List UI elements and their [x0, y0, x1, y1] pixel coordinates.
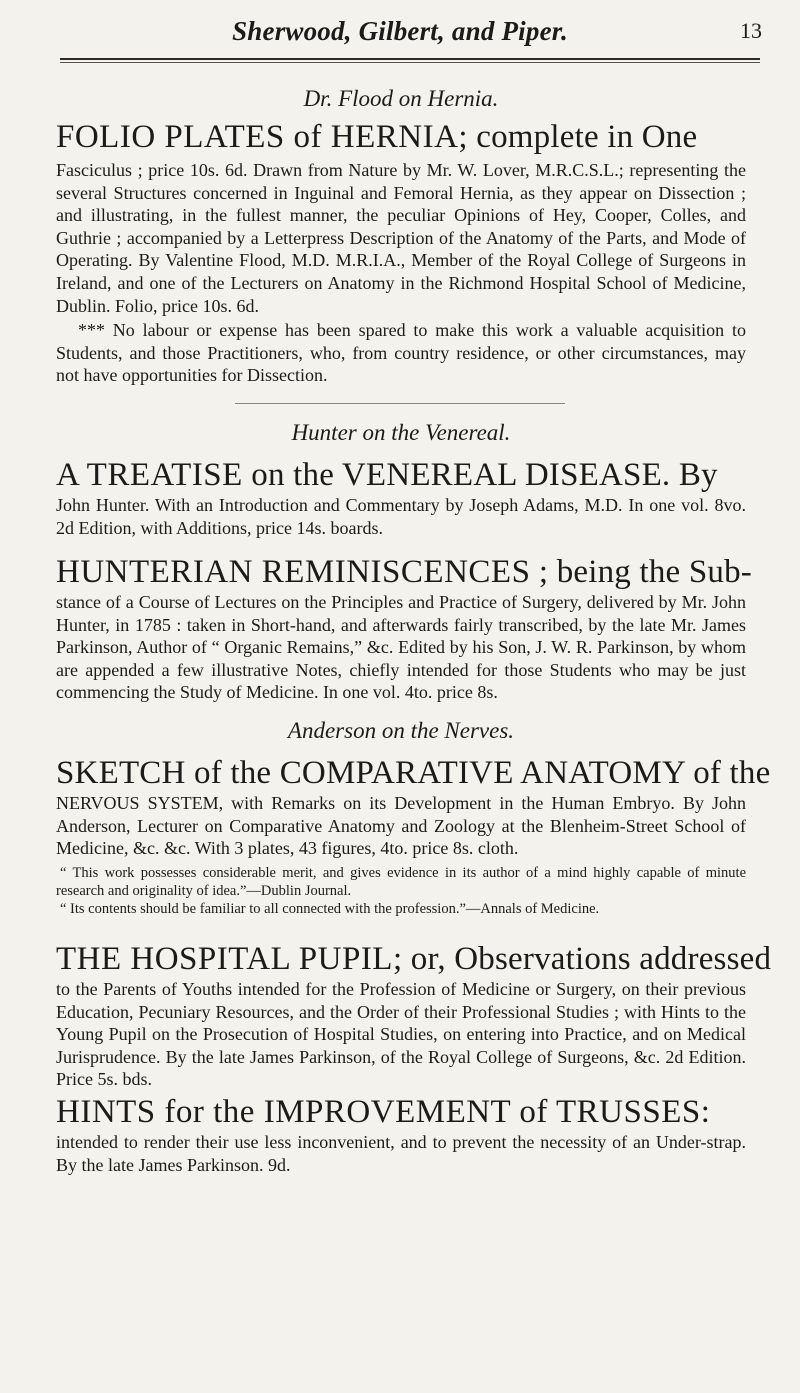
running-head-title: Sherwood, Gilbert, and Piper.	[232, 16, 568, 46]
entry-hospital-pupil	[56, 940, 772, 1091]
book-title	[56, 118, 746, 156]
section-heading: Dr. Flood on Hernia.	[303, 86, 499, 111]
book-title-rest: :	[700, 1094, 711, 1130]
entry-hunter-venereal	[56, 420, 746, 539]
book-title-main: HUNTERIAN REMINISCENCES	[56, 554, 531, 590]
section-heading: Anderson on the Nerves.	[287, 718, 515, 743]
book-title-rest: ; or, Observations addressed	[392, 941, 772, 977]
entry-hunterian-reminiscences	[56, 553, 752, 704]
book-description: NERVOUS SYSTEM, with Remarks on its Development in the Human Embryo. By John Anderson, Lecturer on Comparative Anatomy and Zoology at the Blenheim-Street School of Medicine, &c. &c. With 3 plates, 43 figures, 4to. price 8s. cloth.	[56, 793, 746, 859]
book-title-rest: ; complete in One	[458, 119, 698, 155]
separator-rule	[235, 403, 565, 404]
header-rule	[60, 58, 760, 60]
book-description: stance of a Course of Lectures on the Principles and Practice of Surgery, delivered by Mr. John Hunter, in 1785 : taken in Short-hand, and afterwards fairly transcribed, by the late Mr. James Parkinson, Author of “ Organic Remains,” &c. Edited by his Son, J. W. R. Parkinson, by whom are appended a few illustrative Notes, chiefly intended for those Students who may be just commencing the Study of Medicine. In one vol. 4to. price 8s.	[56, 592, 746, 703]
entry-anderson-nerves	[56, 718, 771, 918]
running-head	[0, 12, 800, 58]
page-number: 13	[740, 18, 762, 43]
book-title-main: THE HOSPITAL PUPIL	[56, 941, 393, 977]
book-title-rest: ; being the Sub-	[530, 554, 752, 590]
book-title-main: FOLIO PLATES of HERNIA	[56, 119, 459, 155]
book-title	[56, 456, 746, 494]
header-rule-thin	[60, 62, 760, 63]
book-note: *** No labour or expense has been spared to make this work a valuable acquisition to Students, and those Practitioners, who, from country residence, or other circumstances, may not have opportunities for Dissection.	[56, 320, 746, 386]
entry-trusses	[56, 1093, 746, 1176]
book-description: to the Parents of Youths intended for the Profession of Medicine or Surgery, on their previous Education, Pecuniary Resources, and the Order of their Professional Studies ; with Hints to the Young Pupil on the Prosecution of Hospital Studies, on entering into Practice, and on Medical Jurisprudence. By the late James Parkinson, of the Royal College of Surgeons, &c. 2d Edition. Price 5s. bds.	[56, 979, 746, 1090]
book-description: John Hunter. With an Introduction and Commentary by Joseph Adams, M.D. In one vol. 8vo. 2d Edition, with Additions, price 14s. boards.	[56, 495, 746, 538]
book-title-main: HINTS for the IMPROVEMENT of TRUSSES	[56, 1094, 701, 1130]
book-title	[56, 1093, 746, 1131]
book-description: Fasciculus ; price 10s. 6d. Drawn from Nature by Mr. W. Lover, M.R.C.S.L.; representing the several Structures concerned in Inguinal and Femoral Hernia, as they appear on Dissection ; and illustrating, in the fullest manner, the peculiar Opinions of Hey, Cooper, Colles, and Guthrie ; accompanied by a Letterpress Description of the Anatomy of the Parts, and Mode of Operating. By Valentine Flood, M.D. M.R.I.A., Member of the Royal College of Surgeons in Ireland, and one of the Lecturers on Anatomy in the Richmond Hospital School of Medicine, Dublin. Folio, price 10s. 6d.	[56, 160, 746, 316]
book-title-main: A TREATISE	[56, 457, 243, 493]
section-heading: Hunter on the Venereal.	[291, 420, 511, 445]
book-title: SKETCH of the COMPARATIVE ANATOMY of the	[56, 755, 771, 791]
entry-flood-hernia	[56, 86, 746, 387]
review-quote: “ Its contents should be familiar to all connected with the profession.”—Annals of Medicine.	[60, 900, 600, 917]
book-title	[56, 553, 752, 591]
book-title	[56, 940, 772, 978]
review-quote: “ This work possesses considerable merit, and gives evidence in its author of a mind highly capable of minute research and originality of idea.”—Dublin Journal.	[56, 864, 746, 899]
book-description: intended to render their use less inconvenient, and to prevent the necessity of an Under-strap. By the late James Parkinson. 9d.	[56, 1132, 746, 1175]
book-title-rest: on the VENEREAL DISEASE. By	[242, 457, 718, 493]
